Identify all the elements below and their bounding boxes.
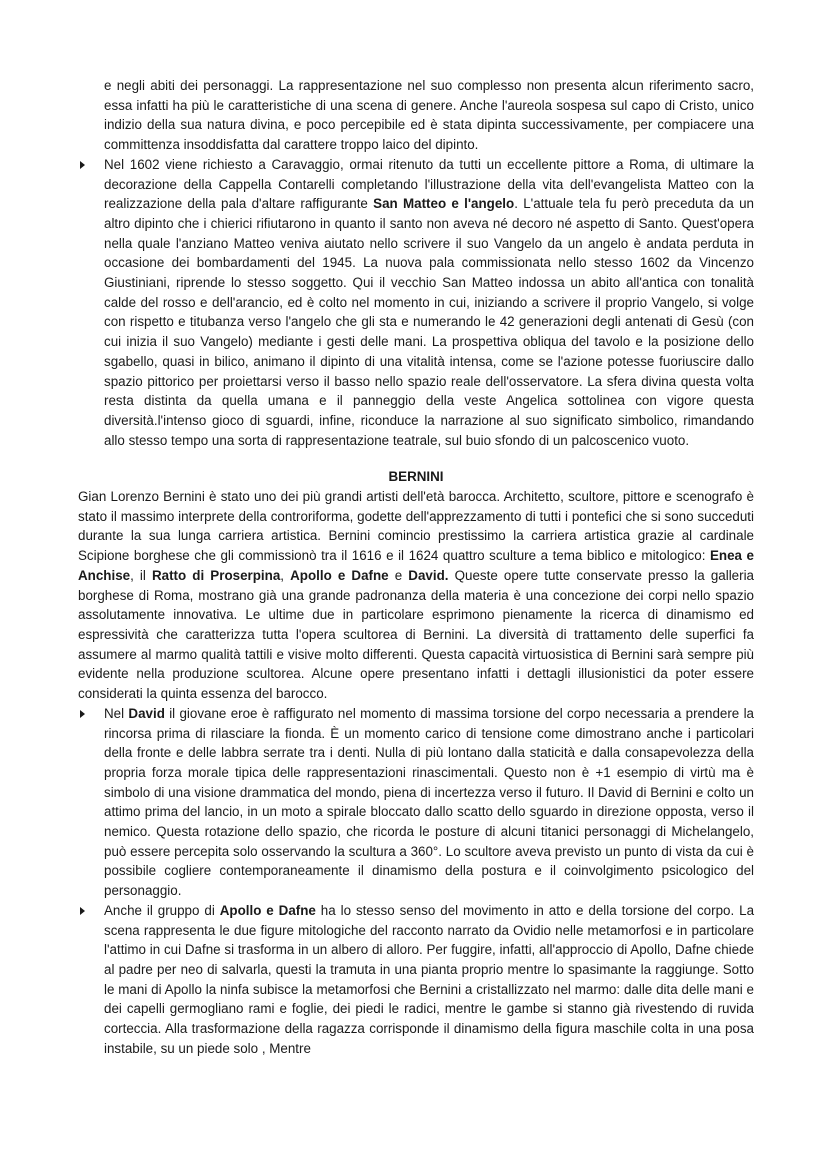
section-heading: BERNINI <box>388 469 444 485</box>
bullet-text-after: ha lo stesso senso del movimento in atto e della torsione del corpo. La scena rappresenta le due figure mitologiche del racconto narrato da Ovidio nelle metamorfosi e in particolare l'attimo in cui Dafne si trasforma in un albero di alloro. Per fuggire, infatti, all'approccio di Apollo, Dafne chiede al padre per neo di salvarla, questi la tramuta in una pianta proprio mentre lo spasimante la raggiunge. Sotto le mani di Apollo la ninfa subisce la metamorfosi che Bernini a cristallizzato nel marmo: dalle dita delle mani e dei capelli germogliano rami e foglie, dei piedi le radici, mentre le gambe si stanno già rivestendo di ruvida corteccia. Alla trasformazione della ragazza corrisponde il dinamismo della figura maschile colta in una posa instabile, su un piede solo , Mentre <box>104 902 755 1056</box>
artwork-title: Apollo e Dafne <box>219 902 316 918</box>
bullet-text-before: Anche il gruppo di <box>104 902 220 918</box>
bullet-david <box>78 704 754 901</box>
bullet-text-before: Nel <box>104 705 129 721</box>
bullet-text-before: Nel 1602 viene richiesto a Caravaggio, ormai ritenuto da tutti un eccellente pittore a Roma, di ultimare la decorazione della Cappella Contarelli completando l'illustrazione della vita dell'evangelista Matteo con la realizzazione della pala d'altare raffigurante <box>104 156 754 212</box>
artwork-title: San Matteo e l'angelo <box>373 196 515 212</box>
bullet-text-after: . L'attuale tela fu però preceduta da un altro dipinto che i chierici rifiutarono in quanto il santo non aveva né decoro né aspetto di Santo. Quest'opera nella quale l'anziano Matteo veniva aiutato nello scrivere il suo Vangelo da un angelo è andata perduta in occasione dei bombardamenti del 1945. La nuova pala commissionata nello stesso 1602 da Vincenzo Giustiniani, riprende lo stesso soggetto. Qui il vecchio San Matteo indossa un abito all'antica con tonalità calde del rosso e dell'arancio, ed è colto nel momento in cui, iniziando a scrivere il proprio Vangelo, si volge con rispetto e titubanza verso l'angelo che gli sta e numerando le 42 generazioni degli antenati di Gesù (con cui inizia il suo Vangelo) mediante i gesti delle mani. La prospettiva obliqua del tavolo e la posizione dello sgabello, quasi in bilico, animano il dipinto di una vitalità intensa, come se l'azione potesse fuoriuscire dallo spazio pittorico per proiettarsi verso il basso nello spazio reale dell'osservatore. La sfera divina questa volta resta distinta da quella umana e il panneggio della veste Angelica sottolinea con vigore questa diversità.l'intenso gioco di sguardi, infine, riconduce la narrazione al suo significato simbolico, rimandando allo stesso tempo una sorta di rappresentazione teatrale, sul buio sfondo di un palcoscenico vuoto. <box>104 196 754 448</box>
separator-text: e <box>388 567 409 583</box>
intro-text: Queste opere tutte conservate presso la galleria borghese di Roma, mostrano già una grande padronanza della materia è una concezione dei corpi nello spazio assolutamente innovativa. Le ultime due in particolare esprimono pienamente la ricerca di dinamismo ed espressività che caratterizza tutta l'opera scultorea di Bernini. La diversità di trattamento delle superfici fa assumere al marmo qualità tattili e visive molto differenti. Questa capacità virtuosistica di Bernini sarà sempre più evidente nella produzione scultorea. Alcune opere presentano infatti i dettagli illusionistici da poter essere considerati la quinta essenza del barocco. <box>78 567 754 702</box>
continuation-paragraph: e negli abiti dei personaggi. La rappresentazione nel suo complesso non presenta alcun riferimento sacro, essa infatti ha più le caratteristiche di una scena di genere. Anche l'aureola sospesa sul capo di Cristo, unico indizio della sua natura divina, e poco percepibile ed è stata dipinta successivamente, per compiacere una committenza insoddisfatta dal carattere troppo laico del dipinto. <box>104 78 754 153</box>
artwork-title: David. <box>408 567 449 583</box>
bullet-arrow-icon <box>80 161 85 169</box>
bullet-text-after: il giovane eroe è raffigurato nel momento di massima torsione del corpo necessaria a prendere la rincorsa prima di rilasciare la fionda. È un momento carico di tensione come dimostrano anche i particolari della fronte e delle labbra serrate tra i denti. Nulla di più lontano dalla staticità e dalla consapevolezza della propria forza morale tipica delle rappresentazioni rinascimentali. Questo non è +1 esempio di virtù ma è simbolo di una visione drammatica del mondo, piena di incertezza verso il futuro. Il David di Bernini e colto un attimo prima del lancio, in un moto a spirale bloccato dallo scatto dello sguardo in direzione opposta, verso il nemico. Questa rotazione dello spazio, che ricorda le posture di alcuni titanici personaggi di Michelangelo, può essere percepita solo osservando la scultura a 360°. Lo scultore aveva previsto un punto di vista da cui è possibile cogliere contemporaneamente il dinamismo della postura e il coinvolgimento psicologico del personaggio. <box>104 705 754 899</box>
artwork-title: Apollo e Dafne <box>290 567 389 583</box>
document-body <box>78 76 754 1058</box>
artwork-title: David <box>128 705 165 721</box>
bullet-san-matteo <box>78 155 754 451</box>
separator-text: , <box>280 567 291 583</box>
bullet-arrow-icon <box>80 710 85 718</box>
bullet-arrow-icon <box>80 907 85 915</box>
artwork-title: Enea e Anchise <box>78 548 754 583</box>
separator-text: , il <box>130 567 152 583</box>
bullet-apollo-dafne <box>78 901 754 1059</box>
artwork-title: Ratto di Proserpina <box>151 567 281 583</box>
bernini-intro-paragraph <box>78 487 754 704</box>
intro-text: Gian Lorenzo Bernini è stato uno dei più grandi artisti dell'età barocca. Architetto, scultore, pittore e scenografo è stato il massimo interprete della controriforma, godette dell'apprezzamento di tutti i pontefici che si sono succeduti durante la sua lunga carriera artistica. Bernini comincio prestissimo la carriera artistica grazie al cardinale Scipione borghese che gli commissionò tra il 1616 e il 1624 quattro sculture a tema biblico e mitologico: <box>78 489 754 564</box>
